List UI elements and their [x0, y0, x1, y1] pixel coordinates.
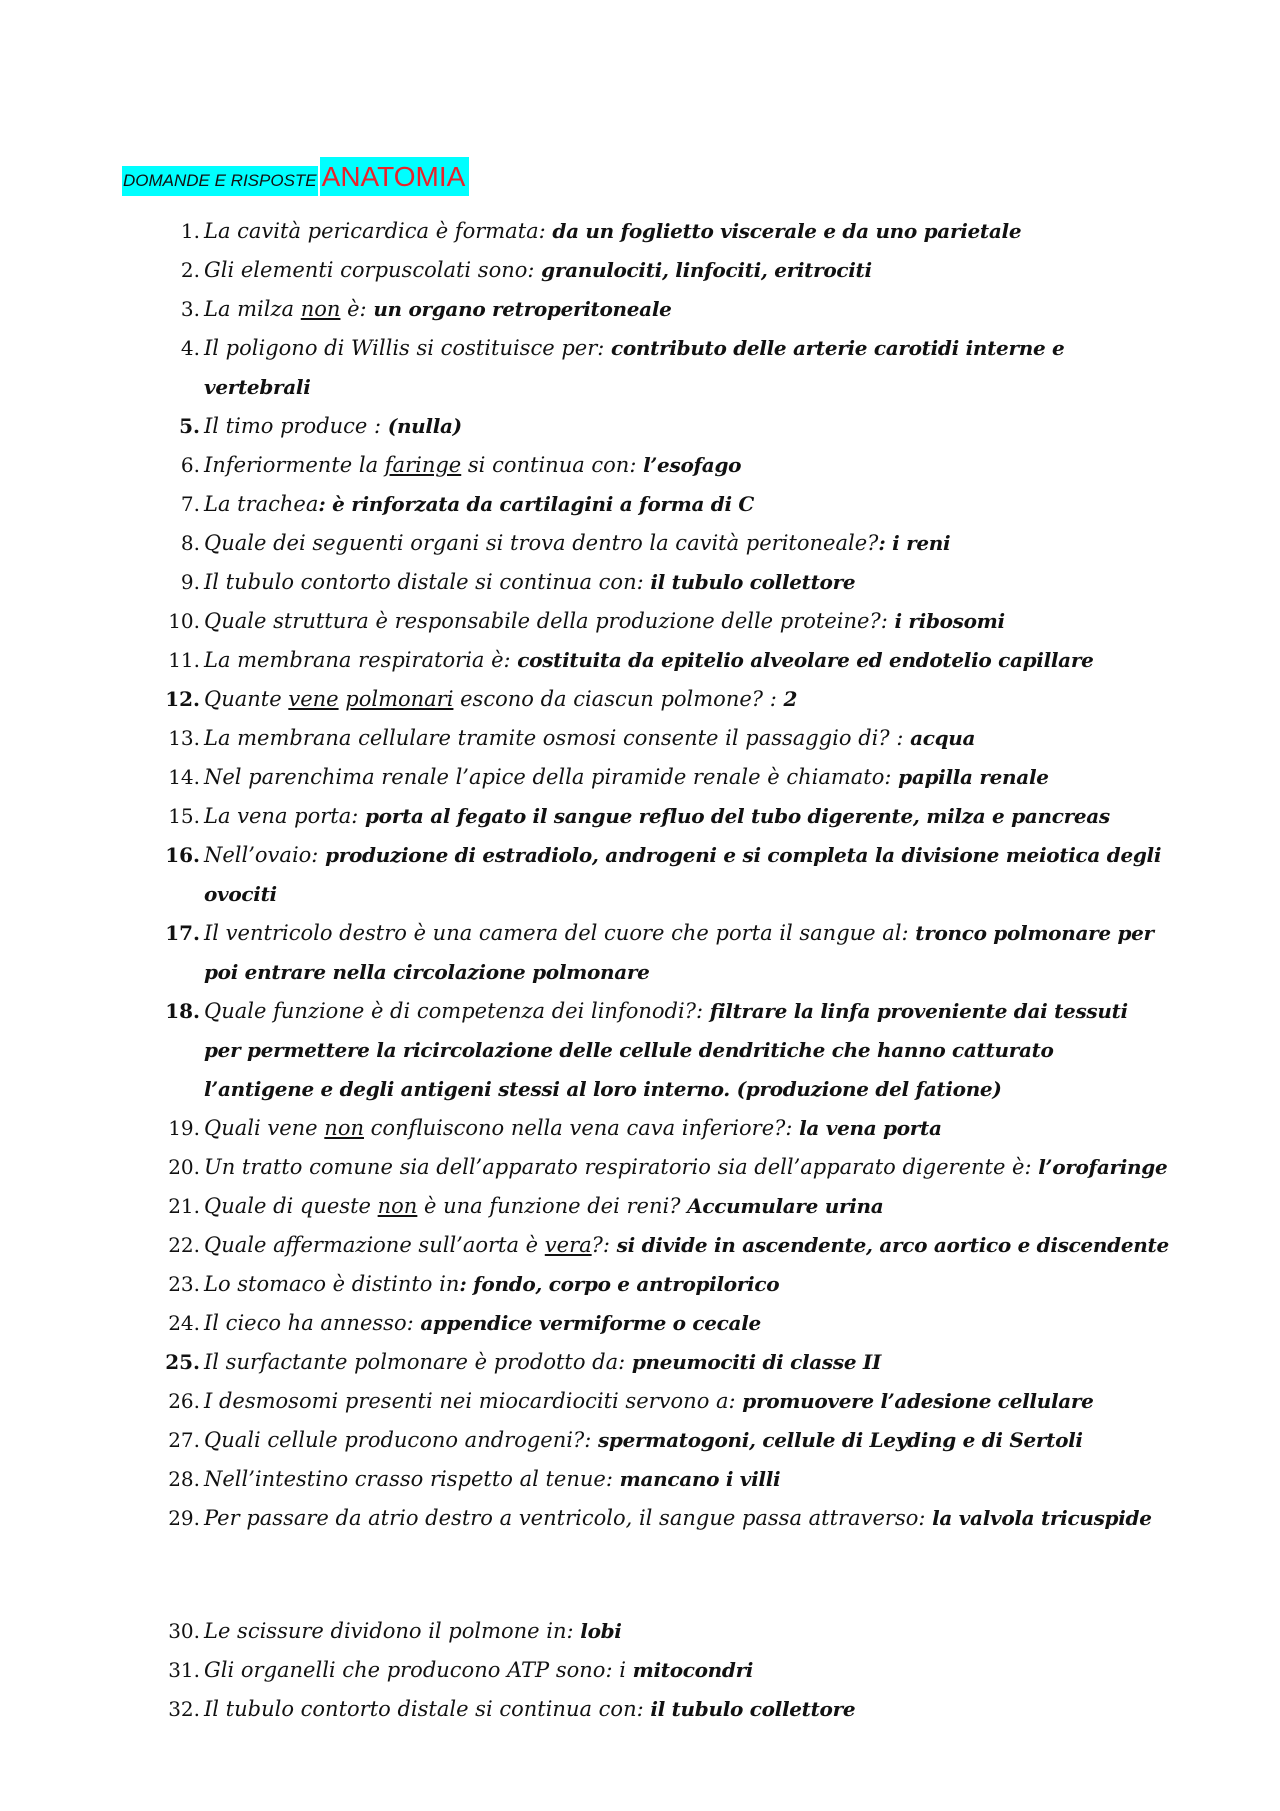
list-item [150, 719, 1170, 758]
answer-text: : è rinforzata da cartilagini a forma di C [318, 492, 755, 516]
answer-text: granulociti, linfociti, eritrociti [541, 258, 872, 282]
list-item [150, 836, 1170, 914]
item-text [202, 758, 1170, 797]
item-text [202, 251, 1170, 290]
answer-text: il tubulo collettore [650, 570, 856, 594]
answer-text: da un foglietto viscerale e da uno parietale [552, 219, 1022, 243]
list-item [150, 1265, 1170, 1304]
item-number: 29. [168, 1506, 200, 1530]
item-text [202, 1265, 1170, 1304]
question-text: Il surfactante polmonare è prodotto da: [204, 1350, 632, 1374]
answer-text: un organo retroperitoneale [373, 297, 672, 321]
list-item [150, 992, 1170, 1109]
question-text: La vena porta: [204, 804, 365, 828]
answer-text: (nulla) [387, 414, 462, 438]
question-text: Quale affermazione sull’aorta è vera?: [204, 1233, 617, 1257]
item-text [202, 602, 1170, 641]
item-text [202, 212, 1170, 251]
item-text [202, 719, 1170, 758]
list-item [150, 446, 1170, 485]
item-text [202, 1460, 1170, 1499]
answer-text: appendice vermiforme o cecale [420, 1311, 761, 1335]
item-number: 17. [165, 921, 200, 945]
heading-prefix: DOMANDE E RISPOSTE [122, 166, 318, 196]
list-item [150, 1187, 1170, 1226]
answer-text: spermatogoni, cellule di Leyding e di Sertoli [597, 1428, 1083, 1452]
question-text: Nell’intestino crasso rispetto al tenue: [204, 1467, 620, 1491]
item-number: 19. [168, 1116, 200, 1140]
answer-text: Accumulare urina [687, 1194, 884, 1218]
item-text [202, 1343, 1170, 1382]
item-text [202, 485, 1170, 524]
item-number: 21. [168, 1194, 200, 1218]
question-text: Gli elementi corpuscolati sono: [204, 258, 542, 282]
item-number: 26. [168, 1389, 200, 1413]
item-number: 24. [168, 1311, 200, 1335]
list-item [150, 758, 1170, 797]
item-text [202, 1612, 1170, 1651]
item-number: 20. [168, 1155, 200, 1179]
list-item [150, 797, 1170, 836]
item-number: 4. [180, 336, 200, 360]
answer-text: l’esofago [643, 453, 742, 477]
item-text [202, 1382, 1170, 1421]
answer-text: mitocondri [632, 1658, 754, 1682]
item-text [202, 641, 1170, 680]
item-number: 31. [168, 1658, 200, 1682]
question-text: Quali cellule producono androgeni?: [204, 1428, 598, 1452]
question-text: La membrana cellulare tramite osmosi consente il passaggio di? : [204, 726, 911, 750]
list-item [150, 1460, 1170, 1499]
question-text: Il tubulo contorto distale si continua con: [204, 1697, 651, 1721]
list-item [150, 1343, 1170, 1382]
item-text [202, 797, 1170, 836]
question-text: Quante vene polmonari escono da ciascun polmone? : [204, 687, 784, 711]
item-number: 15. [168, 804, 200, 828]
list-item [150, 407, 1170, 446]
question-text: Il ventricolo destro è una camera del cuore che porta il sangue al: [204, 921, 916, 945]
list-item [150, 1690, 1170, 1729]
answer-text: si divide in ascendente, arco aortico e discendente [616, 1233, 1169, 1257]
answer-text: acqua [910, 726, 976, 750]
question-text: Lo stomaco è distinto in [204, 1272, 460, 1296]
item-text [202, 1304, 1170, 1343]
question-text: Nell’ovaio: [204, 843, 326, 867]
list-item [150, 1226, 1170, 1265]
list-item [150, 1304, 1170, 1343]
item-number: 7. [180, 492, 200, 516]
answer-text: filtrare la linfa proveniente dai tessuti per permettere la ricircolazione delle cellule dendritiche che hanno catturato l’antigene e degli antigeni stessi al loro interno. (produzione del fatione) [204, 999, 1128, 1101]
answer-text: porta al fegato il sangue refluo del tubo digerente, milza e pancreas [365, 804, 1110, 828]
list-item [150, 680, 1170, 719]
item-number: 32. [168, 1697, 200, 1721]
list-item [150, 251, 1170, 290]
question-text: La trachea [204, 492, 319, 516]
question-text: Per passare da atrio destro a ventricolo, il sangue passa attraverso: [204, 1506, 933, 1530]
question-text: Il tubulo contorto distale si continua con: [204, 570, 651, 594]
question-text: Quali vene non confluiscono nella vena cava inferiore?: [204, 1116, 800, 1140]
list-item [150, 1382, 1170, 1421]
question-text: Le scissure dividono il polmone in: [204, 1619, 581, 1643]
item-number: 25. [165, 1350, 200, 1374]
answer-text: mancano i villi [619, 1467, 781, 1491]
item-text [202, 1187, 1170, 1226]
underlined-word: vera [544, 1233, 592, 1257]
item-number: 23. [168, 1272, 200, 1296]
item-number: 27. [168, 1428, 200, 1452]
list-item [150, 1109, 1170, 1148]
item-number: 2. [180, 258, 200, 282]
question-text: Nel parenchima renale l’apice della piramide renale è chiamato: [204, 765, 899, 789]
heading-title: ANATOMIA [320, 157, 470, 196]
answer-text: l’orofaringe [1038, 1155, 1168, 1179]
underlined-word: vene [288, 687, 339, 711]
item-number: 22. [168, 1233, 200, 1257]
answer-text: produzione di estradiolo, androgeni e si completa la divisione meiotica degli ovociti [204, 843, 1162, 906]
list-item [150, 212, 1170, 251]
item-text [202, 1109, 1170, 1148]
item-number: 28. [168, 1467, 200, 1491]
list-item [150, 563, 1170, 602]
list-item [150, 1651, 1170, 1690]
item-number: 18. [165, 999, 200, 1023]
item-text [202, 290, 1170, 329]
answer-text: lobi [580, 1619, 622, 1643]
item-text [202, 914, 1170, 992]
question-text: La cavità pericardica è formata: [204, 219, 553, 243]
question-text: Quale funzione è di competenza dei linfonodi?: [204, 999, 710, 1023]
question-text: Quale dei seguenti organi si trova dentro la cavità peritoneale? [204, 531, 879, 555]
answer-text: contributo delle arterie carotidi interne e vertebrali [204, 336, 1065, 399]
document-heading [122, 154, 469, 196]
item-text [202, 836, 1170, 914]
list-item [150, 1421, 1170, 1460]
item-text [202, 446, 1170, 485]
underlined-word: polmonari [345, 687, 454, 711]
item-number: 30. [168, 1619, 200, 1643]
item-text [202, 1421, 1170, 1460]
list-item [150, 914, 1170, 992]
list-item [150, 485, 1170, 524]
list-item [150, 641, 1170, 680]
answer-text: : fondo, corpo e antropilorico [459, 1272, 780, 1296]
answer-text: la vena porta [799, 1116, 942, 1140]
item-text [202, 992, 1170, 1109]
answer-text: pneumociti di classe II [631, 1350, 882, 1374]
item-text [202, 524, 1170, 563]
item-number: 9. [180, 570, 200, 594]
question-text: La milza non è: [204, 297, 374, 321]
answer-text: : i reni [878, 531, 951, 555]
answer-text: tronco polmonare per poi entrare nella circolazione polmonare [204, 921, 1154, 984]
item-text [202, 1148, 1170, 1187]
item-number: 14. [168, 765, 200, 789]
item-number: 5. [179, 414, 200, 438]
question-answer-list [150, 212, 1170, 1729]
item-text [202, 407, 1170, 446]
item-number: 12. [165, 687, 200, 711]
item-number: 13. [168, 726, 200, 750]
underlined-word: faringe [384, 453, 462, 477]
item-text [202, 1226, 1170, 1265]
question-text: Gli organelli che producono ATP sono: i [204, 1658, 633, 1682]
list-item [150, 290, 1170, 329]
answer-text: costituita da epitelio alveolare ed endotelio capillare [517, 648, 1094, 672]
answer-text: il tubulo collettore [650, 1697, 856, 1721]
list-item [150, 602, 1170, 641]
answer-text: papilla renale [898, 765, 1049, 789]
question-text: La membrana respiratoria è: [204, 648, 518, 672]
answer-text: promuovere l’adesione cellulare [742, 1389, 1094, 1413]
question-text: I desmosomi presenti nei miocardiociti servono a: [204, 1389, 743, 1413]
question-text: Il timo produce : [204, 414, 388, 438]
item-text [202, 1651, 1170, 1690]
question-text: Un tratto comune sia dell’apparato respiratorio sia dell’apparato digerente è: [204, 1155, 1039, 1179]
question-text: Il cieco ha annesso: [204, 1311, 421, 1335]
item-number: 1. [180, 219, 200, 243]
item-number: 6. [180, 453, 200, 477]
item-number: 3. [180, 297, 200, 321]
item-number: 8. [180, 531, 200, 555]
underlined-word: non [300, 297, 341, 321]
answer-text: i ribosomi [894, 609, 1005, 633]
list-item [150, 1499, 1170, 1538]
list-item [150, 1148, 1170, 1187]
question-text: Il poligono di Willis si costituisce per: [204, 336, 611, 360]
question-text: Quale struttura è responsabile della produzione delle proteine?: [204, 609, 895, 633]
answer-text: la valvola tricuspide [932, 1506, 1152, 1530]
item-text [202, 329, 1170, 407]
question-text: Inferiormente la faringe si continua con: [204, 453, 644, 477]
question-text: Quale di queste non è una funzione dei reni? [204, 1194, 688, 1218]
answer-text: 2 [783, 687, 798, 711]
item-number: 10. [168, 609, 200, 633]
list-item [150, 329, 1170, 407]
item-text [202, 1499, 1170, 1538]
item-text [202, 680, 1170, 719]
underlined-word: non [324, 1116, 364, 1140]
item-text [202, 563, 1170, 602]
underlined-word: non [377, 1194, 418, 1218]
item-number: 16. [165, 843, 200, 867]
item-text [202, 1690, 1170, 1729]
list-item [150, 524, 1170, 563]
item-number: 11. [168, 648, 200, 672]
list-item [150, 1612, 1170, 1651]
